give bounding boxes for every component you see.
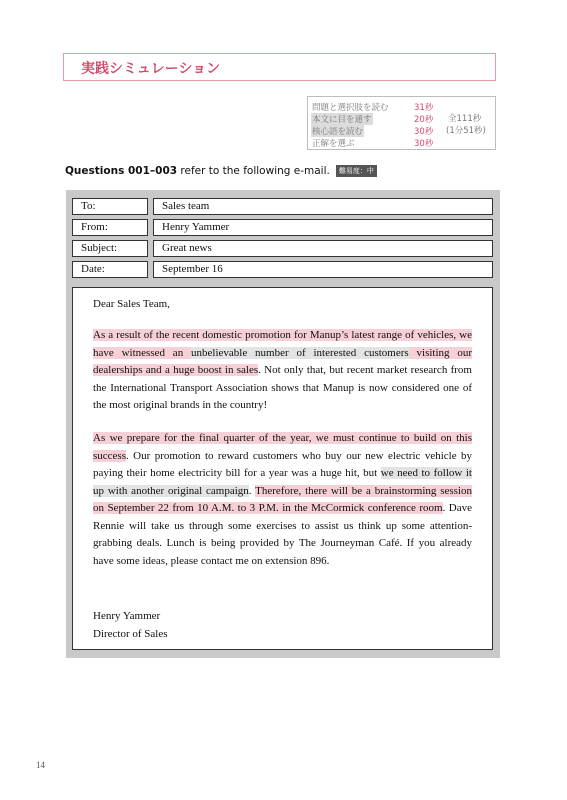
highlight-pink: Therefore, there will be a brainstorming session <box>255 484 473 497</box>
email-paragraph-2 <box>93 430 472 570</box>
header-label: To: <box>72 198 148 215</box>
questions-text: refer to the following e-mail. <box>177 165 330 177</box>
timing-value: 20秒 <box>414 115 434 125</box>
timing-value: 30秒 <box>414 127 434 137</box>
header-value: Great news <box>153 240 493 257</box>
email-greeting: Dear Sales Team, <box>93 298 170 310</box>
timing-total: 全111秒 <box>448 114 482 124</box>
timing-label: 問題と選択肢を読む <box>312 103 389 113</box>
plain-text: . Our promotion to reward customers who buy our new electric vehicle by paying their home electricity bill for a year was a huge hit, but <box>93 449 472 479</box>
highlight-pink: visiting our dealerships and a huge boost in sales <box>93 346 473 376</box>
highlight-gray: unbelievable number of interested customers <box>191 346 409 359</box>
difficulty-badge: 難易度：中 <box>336 165 377 177</box>
questions-range: Questions 001–003 <box>65 165 178 177</box>
signature-title: Director of Sales <box>93 628 168 640</box>
email-header-row <box>72 240 493 257</box>
highlight-gray: we need to follow it up with another original campaign <box>93 467 472 497</box>
highlight-pink: As we prepare for the final quarter of the year, we must continue to build on this success <box>93 432 472 462</box>
page-number: 14 <box>36 760 45 770</box>
header-value: Henry Yammer <box>153 219 493 236</box>
timing-label: 本文に目を通す <box>312 115 372 125</box>
signature-name: Henry Yammer <box>93 610 161 622</box>
highlight-pink: As a result of the recent domestic promotion for Manup’s latest range of vehicles, we have witnessed an <box>93 329 472 359</box>
email-header-row <box>72 219 493 236</box>
plain-text: . Dave Rennie will take us through some exercises to assist us think up some attention-grabbing deals. Lunch is being provided by The Journeyman Café. If you already have some ideas, please contact me on extension 896. <box>93 502 472 567</box>
timing-total-minutes: (1分51秒) <box>446 126 486 136</box>
header-label: Date: <box>72 261 148 278</box>
timing-label: 核心語を読む <box>312 127 364 137</box>
timing-value: 30秒 <box>414 139 434 149</box>
timing-label: 正解を選ぶ <box>312 139 355 149</box>
section-title-box <box>63 53 496 81</box>
plain-text: . Not only that, but recent market research from the International Transport Association shows that Manup is now considered one of the most original brands in the country! <box>93 364 472 411</box>
header-label: Subject: <box>72 240 148 257</box>
header-value: September 16 <box>153 261 493 278</box>
email-header-row <box>72 198 493 215</box>
header-label: From: <box>72 219 148 236</box>
plain-text: . <box>248 484 256 497</box>
section-title: 実践シミュレーション <box>81 61 221 77</box>
highlight-pink: on September 22 from 10 A.M. to 3 P.M. in the McCormick conference room <box>93 502 443 514</box>
email-paragraph-1 <box>93 327 472 415</box>
header-value: Sales team <box>153 198 493 215</box>
questions-intro <box>65 165 377 177</box>
timing-value: 31秒 <box>414 103 434 113</box>
email-header-row <box>72 261 493 278</box>
